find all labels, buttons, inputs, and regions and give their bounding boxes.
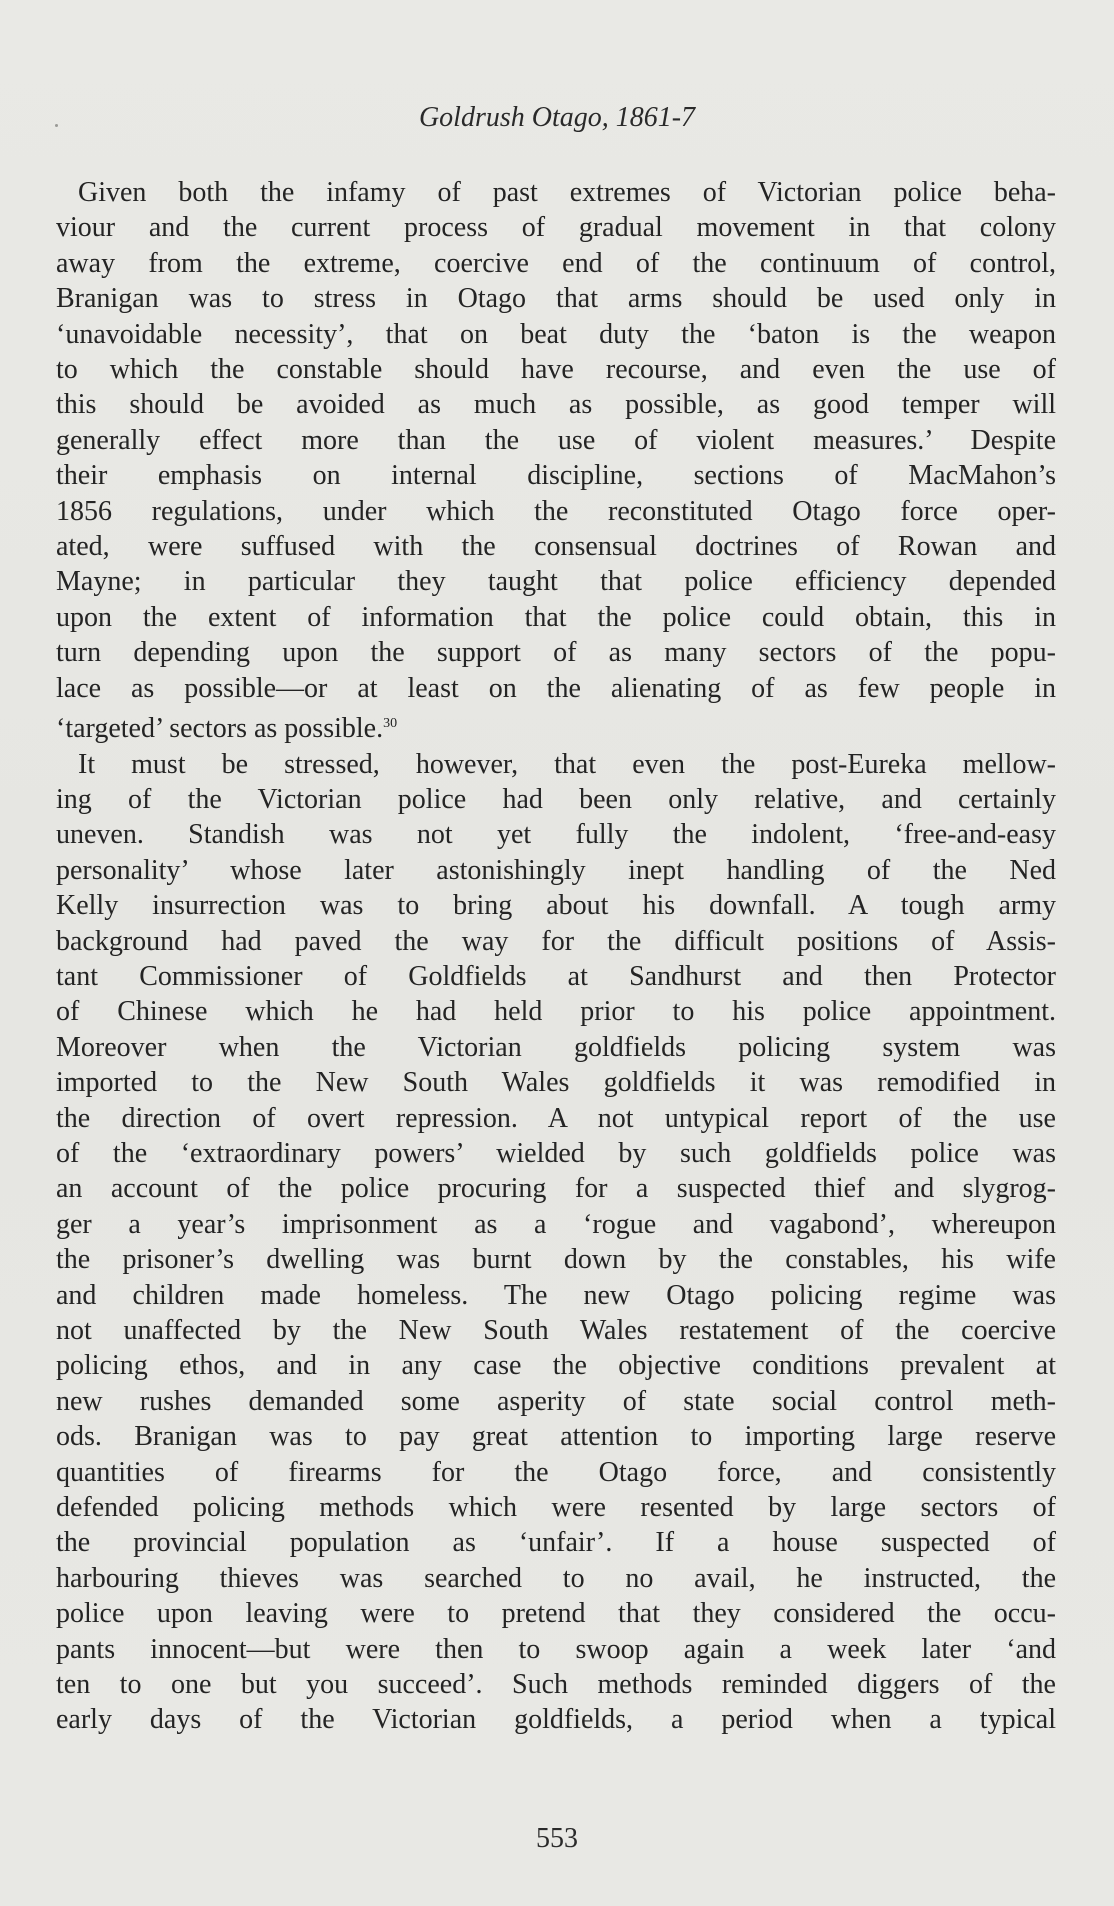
text-line: personality’ whose later astonishingly inept handling of the Ned	[56, 854, 1056, 886]
text-line: new rushes demanded some asperity of state social control meth-	[56, 1385, 1056, 1417]
text-line: an account of the police procuring for a suspected thief and slygrog-	[56, 1173, 1056, 1205]
body-text	[56, 175, 1056, 1738]
text-line: background had paved the way for the difficult positions of Assis-	[56, 925, 1056, 957]
text-line: Moreover when the Victorian goldfields policing system was	[56, 1031, 1056, 1063]
text-line: ger a year’s imprisonment as a ‘rogue and vagabond’, whereupon	[56, 1208, 1056, 1240]
text-line: Branigan was to stress in Otago that arms should be used only in	[56, 283, 1056, 315]
page-number: 553	[536, 1823, 578, 1854]
text-line: It must be stressed, however, that even the post-Eureka mellow-	[78, 748, 1056, 780]
text-line: not unaffected by the New South Wales restatement of the coercive	[56, 1315, 1056, 1346]
text-line: Given both the infamy of past extremes of Victorian police beha-	[78, 177, 1056, 208]
text-line: away from the extreme, coercive end of the continuum of control,	[56, 247, 1056, 279]
text-line: pants innocent—but were then to swoop again a week later ‘and	[56, 1633, 1056, 1665]
paragraph-1	[56, 175, 1056, 747]
text-line: ‘unavoidable necessity’, that on beat duty the ‘baton is the weapon	[56, 318, 1056, 350]
text-line: ing of the Victorian police had been only relative, and certainly	[56, 783, 1056, 815]
paragraph-2	[56, 747, 1056, 1738]
text-line: upon the extent of information that the police could obtain, this in	[56, 601, 1056, 633]
text-line: quantities of firearms for the Otago force, and consistently	[56, 1456, 1056, 1488]
text-line	[56, 706, 1056, 746]
text-line: 1856 regulations, under which the reconstituted Otago force oper-	[56, 495, 1056, 527]
text-line: and children made homeless. The new Otago policing regime was	[56, 1279, 1056, 1311]
footnote-marker: 30	[383, 716, 398, 732]
text-line: imported to the New South Wales goldfields it was remodified in	[56, 1067, 1056, 1099]
text-line: this should be avoided as much as possible, as good temper will	[56, 389, 1056, 421]
text-line: viour and the current process of gradual movement in that colony	[56, 212, 1056, 244]
text-line: early days of the Victorian goldfields, a period when a typical	[56, 1704, 1056, 1736]
text-line: generally effect more than the use of violent measures.’ Despite	[56, 424, 1056, 456]
text-line: turn depending upon the support of as many sectors of the popu-	[56, 637, 1056, 669]
text-line: the direction of overt repression. A not untypical report of the use	[56, 1102, 1056, 1134]
text-line: police upon leaving were to pretend that they considered the occu-	[56, 1598, 1056, 1630]
text-line: policing ethos, and in any case the objective conditions prevalent at	[56, 1350, 1056, 1382]
text-line: the provincial population as ‘unfair’. If a house suspected of	[56, 1527, 1056, 1559]
text-line: uneven. Standish was not yet fully the indolent, ‘free-and-easy	[56, 819, 1056, 851]
text-line: ten to one but you succeed’. Such methods reminded diggers of the	[56, 1669, 1056, 1701]
text-line: tant Commissioner of Goldfields at Sandhurst and then Protector	[56, 960, 1056, 992]
text-line: of the ‘extraordinary powers’ wielded by such goldfields police was	[56, 1137, 1056, 1169]
text-line: of Chinese which he had held prior to his police appointment.	[56, 996, 1056, 1028]
text-line: ods. Branigan was to pay great attention to importing large reserve	[56, 1421, 1056, 1453]
text-line: the prisoner’s dwelling was burnt down by the constables, his wife	[56, 1244, 1056, 1276]
text-line: lace as possible—or at least on the alienating of as few people in	[56, 672, 1056, 704]
text-line: defended policing methods which were resented by large sectors of	[56, 1492, 1056, 1524]
running-head: Goldrush Otago, 1861-7	[418, 102, 696, 133]
text-line: to which the constable should have recourse, and even the use of	[56, 354, 1056, 386]
text-line: harbouring thieves was searched to no avail, he instructed, the	[56, 1562, 1056, 1594]
text-line: Mayne; in particular they taught that police efficiency depended	[56, 566, 1056, 598]
text-line-content: ‘targeted’ sectors as possible.	[56, 713, 384, 745]
text-line: their emphasis on internal discipline, sections of MacMahon’s	[56, 460, 1056, 492]
text-line: Kelly insurrection was to bring about his downfall. A tough army	[56, 890, 1056, 922]
text-line: ated, were suffused with the consensual doctrines of Rowan and	[56, 531, 1056, 563]
